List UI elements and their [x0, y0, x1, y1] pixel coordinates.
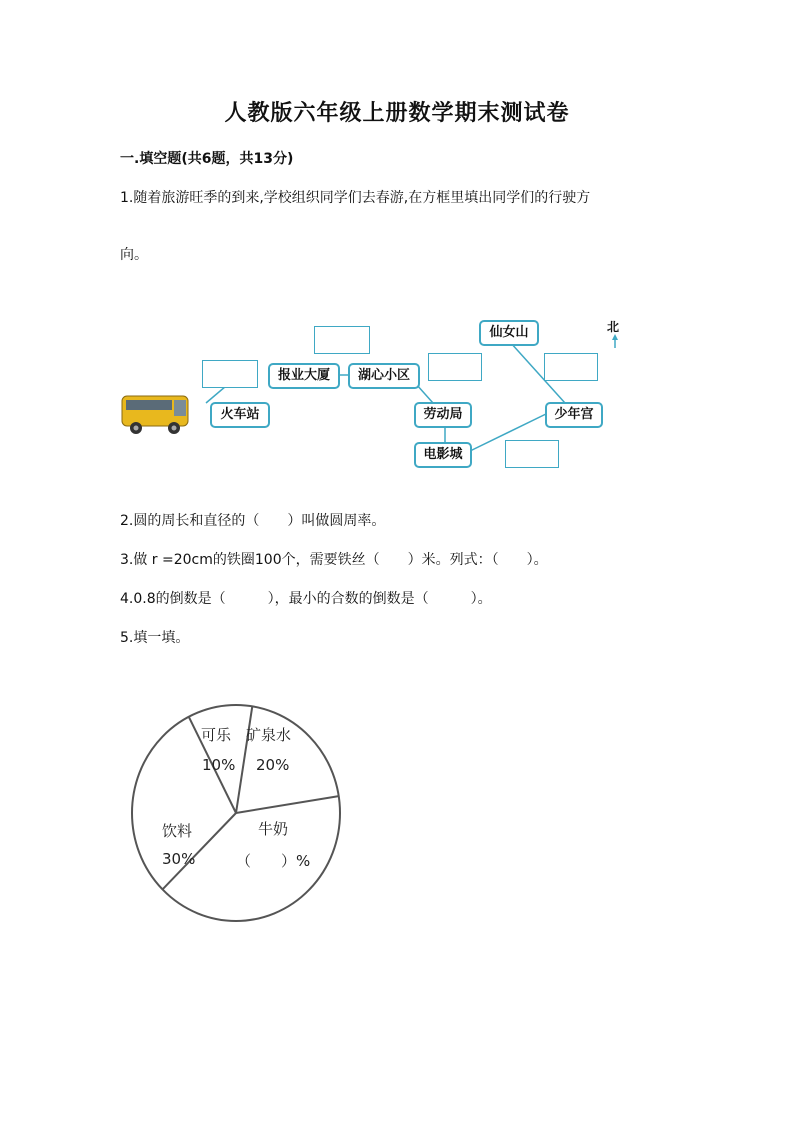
- question-1-line-2: 向。: [120, 247, 148, 263]
- node-lake: 湖心小区: [348, 363, 420, 389]
- node-fairy: 仙女山: [479, 320, 539, 346]
- question-1-line-1: 1.随着旅游旺季的到来,学校组织同学们去春游,在方框里填出同学们的行驶方: [120, 190, 591, 206]
- node-youth: 少年宫: [545, 402, 603, 428]
- route-map: [118, 310, 648, 480]
- node-newspaper: 报业大厦: [268, 363, 340, 389]
- label-drink: 饮料: [162, 822, 193, 840]
- answer-box-3[interactable]: [428, 353, 482, 381]
- label-drink-pct: 30%: [162, 850, 196, 868]
- north-label: 北: [607, 320, 620, 334]
- bus-icon: [118, 388, 198, 438]
- answer-box-2[interactable]: [314, 326, 370, 354]
- label-cola-pct: 10%: [202, 756, 236, 774]
- answer-box-5[interactable]: [505, 440, 559, 468]
- page-title: 人教版六年级上册数学期末测试卷: [224, 100, 570, 126]
- label-milk-pct: （ ）%: [236, 852, 311, 870]
- node-station: 火车站: [210, 402, 270, 428]
- node-cinema: 电影城: [414, 442, 472, 468]
- question-2: 2.圆的周长和直径的（ ）叫做圆周率。: [120, 513, 386, 529]
- question-3: 3.做 r =20cm的铁圈100个，需要铁丝（ ）米。列式：（ ）。: [120, 552, 548, 568]
- pie-chart: [128, 700, 343, 925]
- label-milk: 牛奶: [258, 820, 289, 838]
- answer-box-1[interactable]: [202, 360, 258, 388]
- label-cola: 可乐: [201, 726, 232, 744]
- section-heading: 一.填空题(共6题，共13分): [120, 151, 294, 167]
- question-5: 5.填一填。: [120, 630, 190, 646]
- label-water: 矿泉水: [246, 726, 292, 744]
- pie-svg: [128, 700, 343, 925]
- answer-box-4[interactable]: [544, 353, 598, 381]
- label-water-pct: 20%: [256, 756, 290, 774]
- question-4: 4.0.8的倒数是（ ），最小的合数的倒数是（ ）。: [120, 591, 492, 607]
- node-labor: 劳动局: [414, 402, 472, 428]
